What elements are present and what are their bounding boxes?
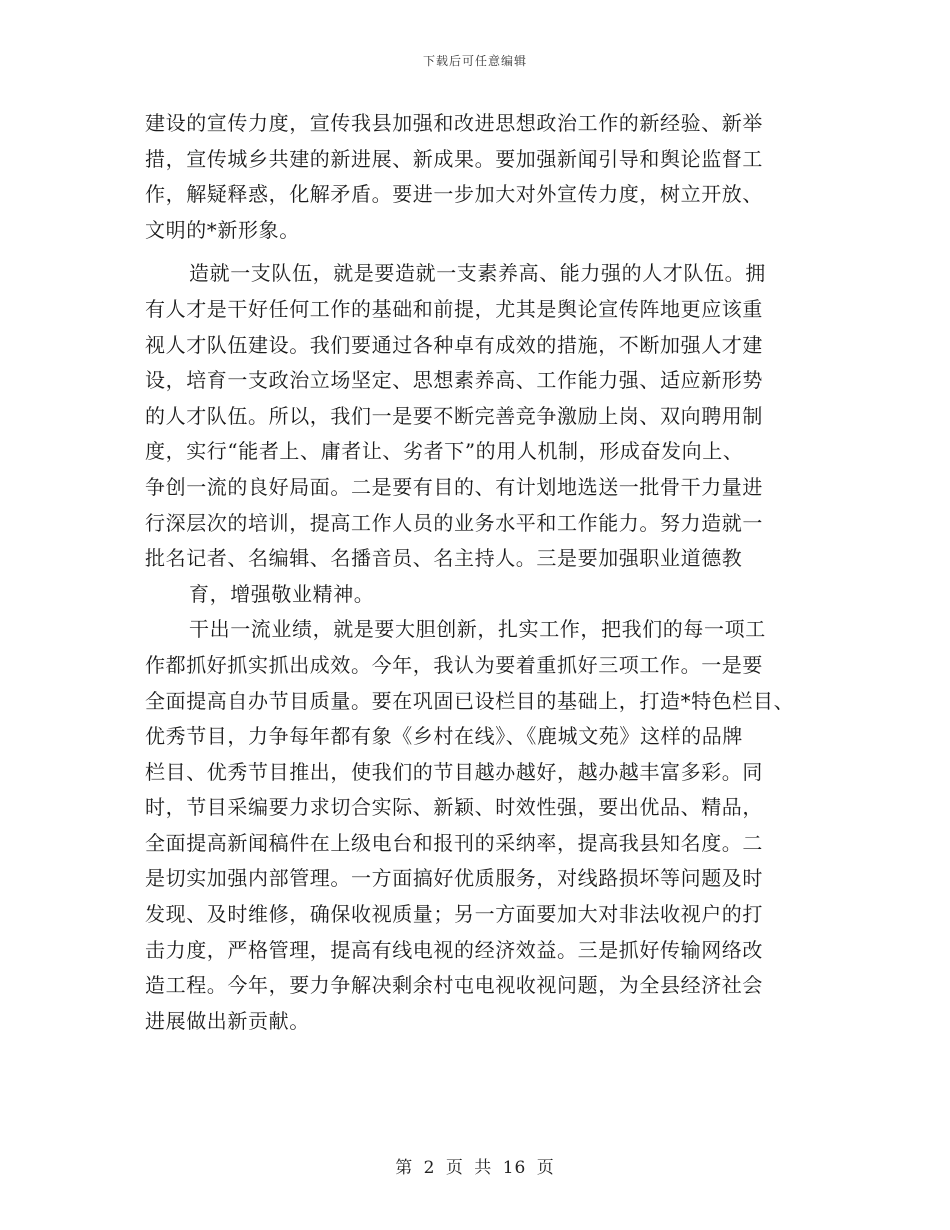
paragraph-3 (145, 612, 805, 1039)
text-line: 全面提高新闻稿件在上级电台和报刊的采纳率，提高我县知名度。二 (145, 830, 763, 855)
text-line: 建设的宣传力度，宣传我县加强和改进思想政治工作的新经验、新举 (145, 111, 763, 135)
text-line: 造工程。今年，要力争解决剩余村屯电视收视问题，为全县经济社会 (145, 973, 763, 998)
text-line: 干出一流业绩，就是要大胆创新，扎实工作，把我们的每一项工 (189, 617, 766, 642)
text-line: 设，培育一支政治立场坚定、思想素养高、工作能力强、适应新形势 (145, 368, 763, 393)
text-line: 的人才队伍。所以，我们一是要不断完善竞争激励上岗、双向聘用制 (145, 403, 763, 428)
text-line: 进展做出新贡献。 (145, 1008, 310, 1033)
text-line: 育，增强敬业精神。 (189, 581, 375, 606)
text-line: 是切实加强内部管理。一方面搞好优质服务，对线路损坏等问题及时 (145, 866, 763, 891)
paragraph-1 (145, 106, 805, 248)
text-line: 作，解疑释惑，化解矛盾。要进一步加大对外宣传力度，树立开放、 (145, 182, 763, 207)
text-line: 时，节目采编要力求切合实际、新颖、时效性强，要出优品、精品， (145, 795, 763, 820)
document-body (145, 106, 805, 1039)
text-line: 击力度，严格管理，提高有线电视的经济效益。三是抓好传输网络改 (145, 937, 763, 962)
text-line: 作都抓好抓实抓出成效。今年，我认为要着重抓好三项工作。一是要 (145, 652, 763, 677)
page-header-note: 下载后可任意编辑 (422, 54, 527, 68)
text-line: 发现、及时维修，确保收视质量；另一方面要加大对非法收视户的打 (145, 902, 763, 927)
text-line: 优秀节目，力争每年都有象《乡村在线》、《鹿城文苑》这样的品牌 (145, 724, 743, 749)
text-line: 栏目、优秀节目推出，使我们的节目越办越好，越办越丰富多彩。同 (145, 759, 763, 784)
text-line: 批名记者、名编辑、名播音员、名主持人。三是要加强职业道德教 (145, 546, 743, 571)
page-number-footer: 第 2 页 共 16 页 (395, 1158, 555, 1178)
text-line: 争创一流的良好局面。二是要有目的、有计划地选送一批骨干力量进 (145, 474, 763, 499)
text-line: 行深层次的培训，提高工作人员的业务水平和工作能力。努力造就一 (145, 510, 763, 535)
text-line: 措，宣传城乡共建的新进展、新成果。要加强新闻引导和舆论监督工 (145, 146, 763, 171)
text-line: 视人才队伍建设。我们要通过各种卓有成效的措施，不断加强人才建 (145, 332, 763, 357)
text-line: 有人才是干好任何工作的基础和前提，尤其是舆论宣传阵地更应该重 (145, 296, 763, 321)
text-line: 造就一支队伍，就是要造就一支素养高、能力强的人才队伍。拥 (189, 261, 766, 286)
paragraph-2 (145, 256, 805, 612)
text-line: 全面提高自办节目质量。要在巩固已设栏目的基础上，打造*特色栏目、 (145, 688, 795, 713)
text-line: 文明的*新形象。 (145, 217, 300, 242)
text-line: 度，实行“能者上、庸者让、劣者下”的用人机制，形成奋发向上、 (145, 439, 744, 464)
